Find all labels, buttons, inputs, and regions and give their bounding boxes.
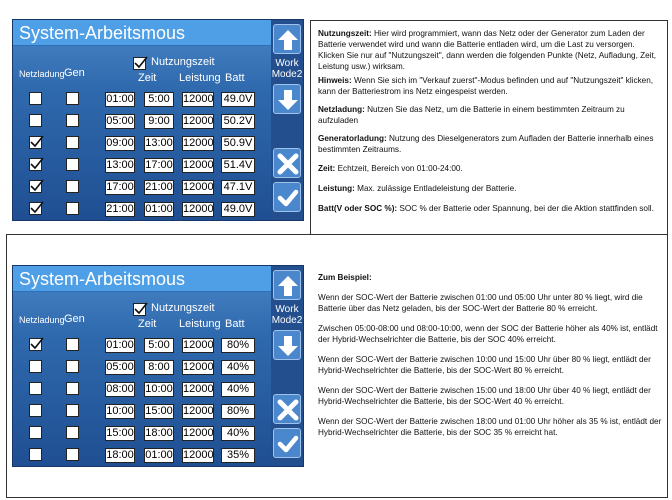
work-mode-line2: Mode2 [271, 315, 303, 326]
netzladung-label: Netzladung [19, 69, 65, 79]
power-field[interactable]: 12000 [183, 405, 214, 417]
page-down-button[interactable] [273, 84, 301, 114]
start-time-field[interactable]: 18:00 [106, 449, 134, 461]
netzladung-checkbox[interactable] [29, 114, 42, 127]
end-time-field[interactable]: 10:00 [145, 383, 173, 395]
batt-field[interactable]: 80% [221, 404, 255, 419]
end-time-field[interactable]: 5:00 [144, 92, 174, 107]
start-time-field[interactable]: 05:00 [106, 361, 134, 373]
netzladung-checkbox[interactable] [29, 92, 42, 105]
page-up-button[interactable] [273, 24, 301, 54]
power-field[interactable]: 12000 [183, 383, 214, 395]
batt-field[interactable]: 51.4V [221, 158, 255, 173]
cancel-button[interactable] [273, 148, 301, 178]
netzladung-checkbox[interactable] [29, 360, 42, 373]
work-mode-label [271, 304, 303, 326]
netzladung-checkbox[interactable] [29, 448, 42, 461]
netzladung-checkbox[interactable] [29, 382, 42, 395]
netzladung-checkbox[interactable] [29, 158, 42, 171]
col-header-batt: Batt [225, 318, 245, 330]
batt-field[interactable]: 49.0V [221, 202, 255, 217]
power-field[interactable]: 12000 [183, 181, 214, 193]
gen-checkbox[interactable] [66, 448, 79, 461]
batt-field[interactable]: 40% [221, 360, 255, 375]
desc-label-zeit: Zeit: [318, 164, 336, 173]
checkmark-icon [277, 187, 299, 209]
gen-checkbox[interactable] [66, 180, 79, 193]
batt-field[interactable]: 50.2V [221, 114, 255, 129]
start-time-field[interactable]: 08:00 [106, 383, 134, 395]
work-mode-screen-top [12, 19, 304, 221]
start-time-field[interactable]: 21:00 [106, 203, 134, 215]
gen-checkbox[interactable] [66, 338, 79, 351]
power-field[interactable]: 12000 [183, 93, 214, 105]
gen-checkbox[interactable] [66, 404, 79, 417]
desc-label-generatorladung: Generatorladung: [318, 134, 387, 143]
page-up-button[interactable] [273, 270, 301, 300]
power-field[interactable]: 12000 [183, 115, 214, 127]
batt-field[interactable]: 35% [221, 448, 255, 463]
power-field[interactable]: 12000 [183, 137, 214, 149]
screen-title: System-Arbeitsmous [13, 20, 271, 46]
gen-checkbox[interactable] [66, 136, 79, 149]
screen-title: System-Arbeitsmous [13, 266, 271, 292]
checkmark-icon [277, 433, 299, 455]
confirm-button[interactable] [273, 428, 301, 458]
desc-label-hinweis: Hinweis: [318, 76, 352, 85]
work-mode-line1: Work [275, 304, 299, 315]
gen-checkbox[interactable] [66, 92, 79, 105]
end-time-field[interactable]: 18:00 [145, 427, 173, 439]
power-field[interactable]: 12000 [183, 361, 214, 373]
col-header-leistung: Leistung [179, 72, 221, 84]
close-icon [277, 153, 299, 175]
work-mode-line1: Work [275, 58, 299, 69]
side-button-panel [271, 20, 303, 220]
desc-label-netzladung: Netzladung: [318, 105, 365, 114]
desc-label-batt: Batt(V oder SOC %): [318, 204, 398, 213]
example-paragraph: Wenn der SOC-Wert der Batterie zwischen 15:00 und 18:00 Uhr über 40 % liegt, entlädt der Hybrid-Wechselrichter die Batterie, bis der SOC-Wert 40 % erreicht. [318, 386, 651, 406]
close-icon [277, 399, 299, 421]
gen-label: Gen [64, 313, 85, 325]
batt-field[interactable]: 80% [221, 338, 255, 353]
end-time-field[interactable]: 9:00 [144, 114, 174, 129]
arrow-up-icon [277, 29, 299, 51]
netzladung-checkbox[interactable] [29, 338, 42, 351]
start-time-field[interactable]: 09:00 [106, 137, 134, 149]
batt-field[interactable]: 50.9V [221, 136, 255, 151]
description-top [318, 24, 662, 214]
nutzungszeit-checkbox[interactable] [133, 57, 146, 70]
work-mode-line2: Mode2 [271, 69, 303, 80]
gen-checkbox[interactable] [66, 114, 79, 127]
end-time-field[interactable]: 01:00 [145, 203, 173, 215]
gen-label: Gen [64, 67, 85, 79]
work-mode-label [271, 58, 303, 80]
nutzungszeit-checkbox[interactable] [133, 303, 146, 316]
batt-field[interactable]: 49.0V [221, 92, 255, 107]
col-header-leistung: Leistung [179, 318, 221, 330]
end-time-field[interactable]: 01:00 [145, 449, 173, 461]
power-field[interactable]: 12000 [183, 339, 214, 351]
netzladung-checkbox[interactable] [29, 136, 42, 149]
netzladung-checkbox[interactable] [29, 404, 42, 417]
start-time-field[interactable]: 15:00 [106, 427, 134, 439]
arrow-down-icon [277, 335, 299, 357]
example-paragraph: Zwischen 05:00-08:00 und 08:00-10:00, wenn der SOC der Batterie höher als 40% ist, entlädt der Hybrid-Wechselrichter die Batterie, bis der SOC 40% erreicht. [318, 324, 658, 344]
description-bottom [318, 272, 662, 438]
power-field[interactable]: 12000 [183, 203, 214, 215]
col-header-batt: Batt [225, 72, 245, 84]
start-time-field[interactable]: 10:00 [106, 405, 134, 417]
start-time-field[interactable]: 01:00 [106, 339, 134, 351]
col-header-zeit: Zeit [138, 318, 157, 330]
power-field[interactable]: 12000 [183, 427, 214, 439]
nutzungszeit-label: Nutzungszeit [151, 302, 215, 314]
work-mode-screen-bottom [12, 265, 304, 467]
desc-text-netzladung: Nutzen Sie das Netz, um die Batterie in einem bestimmten Zeitraum zu aufzuladen [318, 105, 625, 125]
desc-text-nutzungszeit: Hier wird programmiert, wann das Netz oder der Generator zum Laden der Batterie verwendet wird und wann die Batterie entladen wird, um die Last zu versorgen. Klicken Sie nur auf "Nutzungszeit", dann werden die folgenden Punkte (Netz, Aufladung, Zeit, Leistung usw.) wirksam. [318, 29, 657, 71]
gen-checkbox[interactable] [66, 158, 79, 171]
desc-text-hinweis: Wenn Sie sich im "Verkauf zuerst"-Modus befinden und auf "Nutzungszeit" klicken, kann der Batteriestrom ins Netz eingespeist werden. [318, 76, 654, 96]
desc-text-zeit: Echtzeit, Bereich von 01:00-24:00. [335, 164, 463, 173]
end-time-field[interactable]: 5:00 [144, 338, 174, 353]
power-field[interactable]: 12000 [183, 449, 214, 461]
arrow-up-icon [277, 275, 299, 297]
end-time-field[interactable]: 8:00 [144, 360, 174, 375]
example-paragraph: Wenn der SOC-Wert der Batterie zwischen 01:00 und 05:00 Uhr unter 80 % liegt, wird die Batterie über das Netz geladen, bis der SOC-Wert der Batterie 80 % erreicht. [318, 293, 643, 313]
end-time-field[interactable]: 13:00 [145, 137, 173, 149]
netzladung-checkbox[interactable] [29, 180, 42, 193]
example-heading: Zum Beispiel: [318, 273, 372, 282]
desc-text-batt: SOC % der Batterie oder Spannung, bei der die Aktion stattfinden soll. [397, 204, 654, 213]
gen-checkbox[interactable] [66, 382, 79, 395]
gen-checkbox[interactable] [66, 426, 79, 439]
gen-checkbox[interactable] [66, 360, 79, 373]
netzladung-checkbox[interactable] [29, 426, 42, 439]
example-paragraph: Wenn der SOC-Wert der Batterie zwischen 18:00 und 01:00 Uhr höher als 35 % ist, entlädt der Hybrid-Wechselrichter die Batterie, bis der SOC 35 % erreicht hat. [318, 417, 662, 437]
batt-field[interactable]: 40% [221, 426, 255, 441]
start-time-field[interactable]: 13:00 [106, 159, 134, 171]
nutzungszeit-label: Nutzungszeit [151, 56, 215, 68]
start-time-field[interactable]: 17:00 [106, 181, 134, 193]
end-time-field[interactable]: 15:00 [145, 405, 173, 417]
batt-field[interactable]: 47.1V [221, 180, 255, 195]
confirm-button[interactable] [273, 182, 301, 212]
desc-label-leistung: Leistung: [318, 184, 355, 193]
gen-checkbox[interactable] [66, 202, 79, 215]
desc-label-nutzungszeit: Nutzungszeit: [318, 29, 372, 38]
desc-text-generatorladung: Nutzung des Dieselgenerators zum Aufladen der Batterie innerhalb eines bestimmten Zeitraums. [318, 134, 654, 154]
power-field[interactable]: 12000 [183, 159, 214, 171]
cancel-button[interactable] [273, 394, 301, 424]
netzladung-label: Netzladung [19, 315, 65, 325]
end-time-field[interactable]: 17:00 [145, 159, 173, 171]
side-button-panel [271, 266, 303, 466]
end-time-field[interactable]: 21:00 [145, 181, 173, 193]
start-time-field[interactable]: 05:00 [106, 115, 134, 127]
col-header-zeit: Zeit [138, 72, 157, 84]
batt-field[interactable]: 40% [221, 382, 255, 397]
example-paragraph: Wenn der SOC-Wert der Batterie zwischen 10:00 und 15:00 Uhr über 80 % liegt, entlädt der Hybrid-Wechselrichter die Batterie, bis der SOC-Wert 80 % erreicht. [318, 355, 651, 375]
arrow-down-icon [277, 89, 299, 111]
page-down-button[interactable] [273, 330, 301, 360]
desc-text-leistung: Max. zulässige Entladeleistung der Batterie. [354, 184, 517, 193]
netzladung-checkbox[interactable] [29, 202, 42, 215]
start-time-field[interactable]: 01:00 [106, 93, 134, 105]
